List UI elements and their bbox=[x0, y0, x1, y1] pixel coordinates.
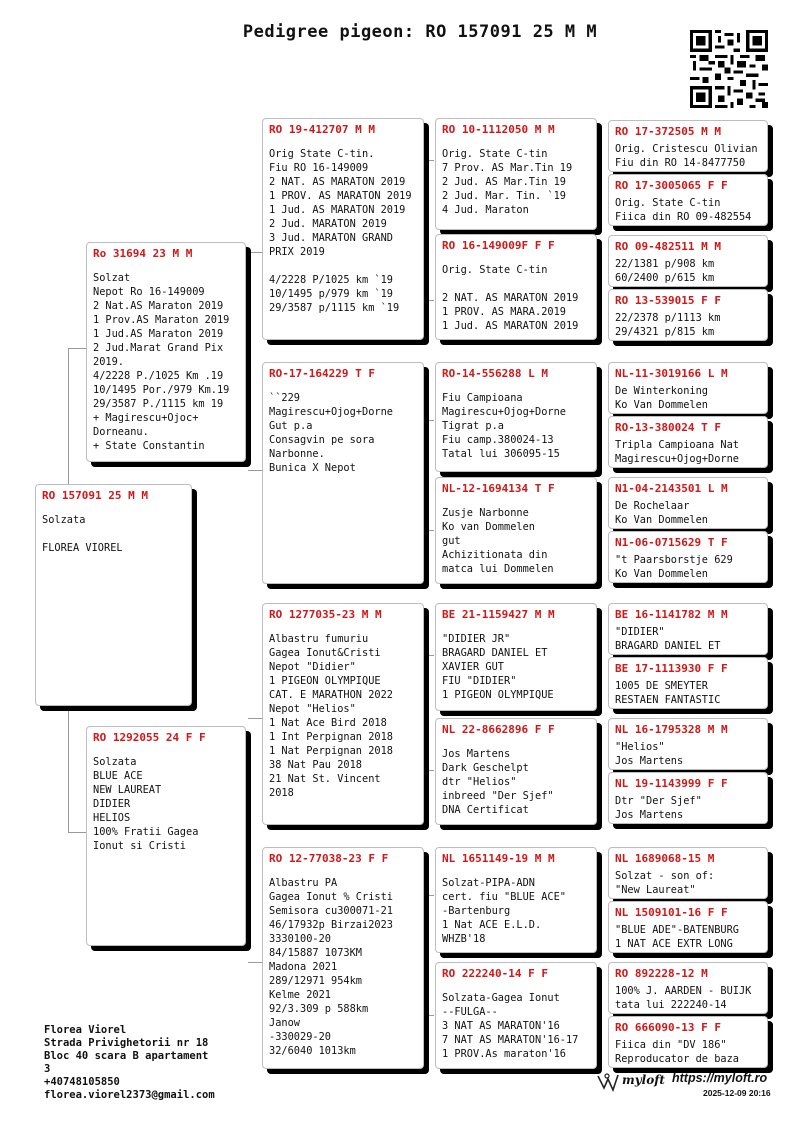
info-line: Nepot Ro 16-149009 bbox=[93, 286, 205, 298]
info-line: Orig. State C-tin bbox=[442, 148, 548, 160]
info-line: 10/1495 Por./979 Km.19 bbox=[93, 384, 230, 396]
ring-number: RO 17-3005065 F F bbox=[615, 179, 728, 192]
pigeon-card-great-grandparent[interactable] bbox=[435, 234, 597, 340]
info-line: Magirescu+Ojog+Dorne bbox=[615, 453, 739, 465]
info-line: Solzata-Gagea Ionut bbox=[442, 992, 560, 1004]
page-title: Pedigree pigeon: RO 157091 25 M M bbox=[242, 22, 598, 42]
ring-number: RO-13-380024 T F bbox=[615, 421, 721, 434]
owner-name: Florea Viorel bbox=[44, 1024, 127, 1036]
owner-address: Bloc 40 scara B apartament bbox=[44, 1050, 209, 1062]
pigeon-card-ancestor[interactable] bbox=[608, 603, 768, 655]
info-line: Jos Martens bbox=[615, 809, 684, 821]
info-line: 100% J. AARDEN - BUIJK bbox=[615, 985, 752, 997]
info-line: 3 NAT AS MARATON'16 bbox=[442, 1020, 560, 1032]
info-line: Tigrat p.a bbox=[442, 420, 504, 432]
info-line: 60/2400 p/615 km bbox=[615, 272, 715, 284]
pigeon-card-ancestor[interactable] bbox=[608, 772, 768, 824]
info-line: Gut p.a bbox=[269, 420, 313, 432]
info-line: 46/17932p Birzai2023 bbox=[269, 919, 393, 931]
ring-number: N1-06-0715629 T F bbox=[615, 536, 728, 549]
pigeon-card-subject[interactable] bbox=[35, 484, 192, 706]
info-line: Jos Martens bbox=[615, 755, 684, 767]
site-link[interactable]: https://myloft.ro bbox=[672, 1071, 768, 1085]
connector-line bbox=[426, 530, 434, 531]
connector-line bbox=[68, 348, 87, 349]
ring-number: NL 16-1795328 M M bbox=[615, 723, 728, 736]
pigeon-card-great-grandparent[interactable] bbox=[435, 118, 597, 230]
info-line: Fiica din "DV 186" bbox=[615, 1039, 727, 1051]
info-line: --FULGA-- bbox=[442, 1006, 498, 1018]
info-line: Fiu Campioana bbox=[442, 392, 523, 404]
info-line: Orig. State C-tin bbox=[442, 264, 548, 276]
info-line: Ko Van Dommelen bbox=[615, 514, 708, 526]
pigeon-card-great-grandparent[interactable] bbox=[435, 477, 597, 584]
info-line: -Bartenburg bbox=[442, 905, 511, 917]
info-line: BRAGARD DANIEL ET bbox=[615, 640, 721, 652]
info-line: Dorneanu. bbox=[93, 426, 149, 438]
pigeon-card-ancestor[interactable] bbox=[608, 235, 768, 287]
info-line: Solzata bbox=[42, 514, 86, 526]
info-line: 4 Jud. Maraton bbox=[442, 204, 529, 216]
ring-number: NL-11-3019166 L M bbox=[615, 367, 728, 380]
pigeon-card-great-grandparent[interactable] bbox=[435, 603, 597, 711]
info-line: 2 NAT. AS MARATON 2019 bbox=[442, 292, 579, 304]
connector-line bbox=[426, 160, 434, 161]
owner-address: 3 bbox=[44, 1063, 51, 1075]
info-line: 29/4321 p/815 km bbox=[615, 326, 715, 338]
pigeon-card-ancestor[interactable] bbox=[608, 962, 768, 1014]
info-line: "BLUE ADE"-BATENBURG bbox=[615, 924, 739, 936]
info-line: matca lui Dommelen bbox=[442, 563, 554, 575]
owner-contact bbox=[44, 1024, 215, 1102]
ring-number: RO 892228-12 M bbox=[615, 967, 708, 980]
info-line: Semisora cu300071-21 bbox=[269, 905, 393, 917]
info-line: 1 Jud.AS Maraton 2019 bbox=[93, 328, 224, 340]
info-line: Magirescu+Ojog+Dorne bbox=[269, 406, 393, 418]
brand-name: myloft bbox=[622, 1073, 665, 1087]
ring-number: RO-17-164229 T F bbox=[269, 367, 375, 380]
info-line: "Helios" bbox=[615, 741, 665, 753]
pigeon-card-ancestor[interactable] bbox=[608, 847, 768, 899]
ring-number: RO 10-1112050 M M bbox=[442, 123, 555, 136]
info-line: 29/3587 p/1115 km `19 bbox=[269, 302, 400, 314]
ring-number: RO 09-482511 M M bbox=[615, 240, 721, 253]
info-line: De Winterkoning bbox=[615, 385, 708, 397]
info-line: 1 Jud. AS MARATON 2019 bbox=[442, 320, 579, 332]
pigeon-card-great-grandparent[interactable] bbox=[435, 718, 597, 825]
print-date: 2025-12-09 20:16 bbox=[703, 1088, 771, 1098]
info-line: BRAGARD DANIEL ET bbox=[442, 647, 548, 659]
connector-line bbox=[68, 832, 87, 833]
pigeon-card-ancestor[interactable] bbox=[608, 718, 768, 770]
info-line: PRIX 2019 bbox=[269, 246, 325, 258]
info-line: Fiica din RO 09-482554 bbox=[615, 211, 752, 223]
info-line: inbreed "Der Sjef" bbox=[442, 790, 554, 802]
info-line: 3330100-20 bbox=[269, 933, 331, 945]
info-line: Tatal lui 306095-15 bbox=[442, 448, 560, 460]
info-line: FLOREA VIOREL bbox=[42, 542, 123, 554]
pigeon-card-great-grandparent[interactable] bbox=[435, 362, 597, 472]
info-line: 1005 DE SMEYTER bbox=[615, 680, 708, 692]
info-line: 92/3.309 p 588km bbox=[269, 1003, 369, 1015]
info-line: 10/1495 p/979 km `19 bbox=[269, 288, 393, 300]
info-line: Solzata bbox=[93, 756, 137, 768]
info-line: Gagea Ionut % Cristi bbox=[269, 891, 393, 903]
info-line: Fiu din RO 14-8477750 bbox=[615, 157, 746, 169]
info-line: 1 PIGEON OLYMPIQUE bbox=[442, 689, 554, 701]
connector-line bbox=[426, 1015, 434, 1016]
pigeon-card-ancestor[interactable] bbox=[608, 416, 768, 468]
info-line: 1 PIGEON OLYMPIQUE bbox=[269, 675, 381, 687]
info-line: DIDIER bbox=[93, 798, 131, 810]
info-line: Bunica X Nepot bbox=[269, 462, 356, 474]
info-line: Nepot "Didier" bbox=[269, 661, 356, 673]
info-line: Nepot "Helios" bbox=[269, 703, 356, 715]
pigeon-card-grandparent[interactable] bbox=[262, 362, 424, 584]
ring-number: RO 13-539015 F F bbox=[615, 294, 721, 307]
ring-number: NL 1509101-16 F F bbox=[615, 906, 728, 919]
connector-line bbox=[426, 895, 434, 896]
info-line: Reproducator de baza bbox=[615, 1053, 739, 1065]
info-line: tata lui 222240-14 bbox=[615, 999, 727, 1011]
pigeon-card-dam[interactable] bbox=[86, 726, 246, 946]
info-line: RESTAEN FANTASTIC bbox=[615, 694, 721, 706]
ring-number: NL 19-1143999 F F bbox=[615, 777, 728, 790]
pigeon-card-ancestor[interactable] bbox=[608, 477, 768, 529]
ring-number: N1-04-2143501 L M bbox=[615, 482, 728, 495]
connector-line bbox=[248, 252, 262, 253]
info-line: Solzat-PIPA-ADN bbox=[442, 877, 535, 889]
info-line: Orig. Cristescu Olivian bbox=[615, 143, 758, 155]
info-line: 1 PROV.As maraton'16 bbox=[442, 1048, 566, 1060]
info-line: Ionut si Cristi bbox=[93, 840, 186, 852]
info-line: Dtr "Der Sjef" bbox=[615, 795, 702, 807]
connector-line bbox=[426, 770, 434, 771]
info-line: Ko Van Dommelen bbox=[615, 568, 708, 580]
ring-number: RO-14-556288 L M bbox=[442, 367, 548, 380]
info-line: 4/2228 P./1025 Km .19 bbox=[93, 370, 224, 382]
info-line: 7 Prov. AS Mar.Tin 19 bbox=[442, 162, 573, 174]
info-line: 3 Jud. MARATON GRAND bbox=[269, 232, 393, 244]
info-line: 2 Nat.AS Maraton 2019 bbox=[93, 300, 224, 312]
owner-email: florea.viorel2373@gmail.com bbox=[44, 1089, 215, 1101]
info-line: + Magirescu+Ojoc+ bbox=[93, 412, 199, 424]
info-line: Jos Martens bbox=[442, 748, 511, 760]
info-line: Ko Van Dommelen bbox=[615, 399, 708, 411]
pigeon-card-ancestor[interactable] bbox=[608, 289, 768, 341]
info-line: 2019. bbox=[93, 356, 124, 368]
info-line: Ko van Dommelen bbox=[442, 521, 535, 533]
info-line: Fiu camp.380024-13 bbox=[442, 434, 554, 446]
info-line: gut bbox=[442, 535, 461, 547]
info-line: 1 Nat Perpignan 2018 bbox=[269, 745, 393, 757]
info-line: FIU "DIDIER" bbox=[442, 675, 517, 687]
info-line: 84/15887 1073KM bbox=[269, 947, 362, 959]
info-line: Tripla Campioana Nat bbox=[615, 439, 739, 451]
info-line: XAVIER GUT bbox=[442, 661, 504, 673]
ring-number: RO 157091 25 M M bbox=[42, 489, 148, 502]
info-line: 100% Fratii Gagea bbox=[93, 826, 199, 838]
info-line: BLUE ACE bbox=[93, 770, 143, 782]
info-line: De Rochelaar bbox=[615, 500, 690, 512]
ring-number: BE 16-1141782 M M bbox=[615, 608, 728, 621]
info-line: 38 Nat Pau 2018 bbox=[269, 759, 362, 771]
pigeon-card-ancestor[interactable] bbox=[608, 174, 768, 226]
info-line: 4/2228 P/1025 km `19 bbox=[269, 274, 393, 286]
owner-address: Strada Privighetorii nr 18 bbox=[44, 1037, 209, 1049]
info-line: Orig. State C-tin bbox=[615, 197, 721, 209]
info-line: -330029-20 bbox=[269, 1031, 331, 1043]
ring-number: BE 21-1159427 M M bbox=[442, 608, 555, 621]
info-line: 2 Jud. MARATON 2019 bbox=[269, 218, 387, 230]
info-line: Kelme 2021 bbox=[269, 989, 331, 1001]
info-line: 1 Int Perpignan 2018 bbox=[269, 731, 393, 743]
info-line: Fiu RO 16-149009 bbox=[269, 162, 369, 174]
connector-line bbox=[426, 420, 434, 421]
pigeon-card-great-grandparent[interactable] bbox=[435, 962, 597, 1069]
info-line: Janow bbox=[269, 1017, 300, 1029]
connector-line bbox=[248, 718, 262, 719]
info-line: Madona 2021 bbox=[269, 961, 338, 973]
ring-number: NL 1651149-19 M M bbox=[442, 852, 555, 865]
info-line: 1 Nat Ace Bird 2018 bbox=[269, 717, 387, 729]
info-line: Gagea Ionut&Cristi bbox=[269, 647, 381, 659]
pigeon-card-grandparent[interactable] bbox=[262, 847, 424, 1069]
connector-line bbox=[248, 962, 262, 963]
info-line: 21 Nat St. Vincent bbox=[269, 773, 381, 785]
pigeon-card-ancestor[interactable] bbox=[608, 362, 768, 414]
connector-line bbox=[68, 705, 69, 833]
pigeon-card-grandparent[interactable] bbox=[262, 118, 424, 340]
info-line: 7 NAT AS MARATON'16-17 bbox=[442, 1034, 579, 1046]
pigeon-card-ancestor[interactable] bbox=[608, 120, 768, 172]
ring-number: RO 1277035-23 M M bbox=[269, 608, 382, 621]
ring-number: NL 22-8662896 F F bbox=[442, 723, 555, 736]
connector-line bbox=[248, 470, 262, 471]
ring-number: NL 1689068-15 M bbox=[615, 852, 715, 865]
info-line: 2 Jud.Marat Grand Pix bbox=[93, 342, 224, 354]
info-line: Magirescu+Ojog+Dorne bbox=[442, 406, 566, 418]
pigeon-card-ancestor[interactable] bbox=[608, 531, 768, 583]
info-line: 2 NAT. AS MARATON 2019 bbox=[269, 176, 406, 188]
pigeon-card-ancestor[interactable] bbox=[608, 901, 768, 953]
pigeon-card-ancestor[interactable] bbox=[608, 657, 768, 709]
info-line: 1 Jud. AS MARATON 2019 bbox=[269, 204, 406, 216]
info-line: Consagvin pe sora bbox=[269, 434, 375, 446]
info-line: 2 Jud. Mar. Tin. `19 bbox=[442, 190, 566, 202]
ring-number: RO 1292055 24 F F bbox=[93, 731, 206, 744]
info-line bbox=[442, 277, 594, 291]
info-line: Albastru fumuriu bbox=[269, 633, 369, 645]
info-line: dtr "Helios" bbox=[442, 776, 517, 788]
ring-number: RO 12-77038-23 F F bbox=[269, 852, 389, 865]
info-line: Orig State C-tin. bbox=[269, 148, 375, 160]
ring-number: RO 19-412707 M M bbox=[269, 123, 375, 136]
info-line: 1 Nat ACE E.L.D. bbox=[442, 919, 542, 931]
info-line: Zusje Narbonne bbox=[442, 507, 529, 519]
info-line: + State Constantin bbox=[93, 440, 205, 452]
pigeon-card-grandparent[interactable] bbox=[262, 603, 424, 825]
pigeon-card-ancestor[interactable] bbox=[608, 1016, 768, 1068]
pigeon-card-sire[interactable] bbox=[86, 242, 246, 462]
info-line: Solzat - son of: bbox=[615, 870, 715, 882]
connector-line bbox=[426, 655, 434, 656]
info-line: Achizitionata din bbox=[442, 549, 548, 561]
ring-number: Ro 31694 23 M M bbox=[93, 247, 193, 260]
info-line: "t Paarsborstje 629 bbox=[615, 554, 733, 566]
info-line: ``229 bbox=[269, 392, 300, 404]
ring-number: RO 222240-14 F F bbox=[442, 967, 548, 980]
info-line: Albastru PA bbox=[269, 877, 338, 889]
info-line: Narbonne. bbox=[269, 448, 325, 460]
info-line: HELIOS bbox=[93, 812, 131, 824]
info-line: 2 Jud. AS Mar.Tin 19 bbox=[442, 176, 566, 188]
info-line: DNA Certificat bbox=[442, 804, 529, 816]
info-line: 22/1381 p/908 km bbox=[615, 258, 715, 270]
info-line bbox=[269, 259, 421, 273]
owner-phone: +40748105850 bbox=[44, 1076, 120, 1088]
ring-number: RO 16-149009F F F bbox=[442, 239, 555, 252]
ring-number: NL-12-1694134 T F bbox=[442, 482, 555, 495]
info-line: 2018 bbox=[269, 787, 294, 799]
info-line: NEW LAUREAT bbox=[93, 784, 162, 796]
info-line: "DIDIER" bbox=[615, 626, 665, 638]
info-line: 32/6040 1013km bbox=[269, 1045, 356, 1057]
connector-line bbox=[68, 348, 69, 484]
ring-number: RO 666090-13 F F bbox=[615, 1021, 721, 1034]
connector-line bbox=[426, 300, 434, 301]
ring-number: BE 17-1113930 F F bbox=[615, 662, 728, 675]
info-line: 1 Prov.AS Maraton 2019 bbox=[93, 314, 230, 326]
pigeon-card-great-grandparent[interactable] bbox=[435, 847, 597, 953]
info-line: 22/2378 p/1113 km bbox=[615, 312, 721, 324]
qr-code bbox=[689, 30, 769, 108]
info-line: cert. fiu "BLUE ACE" bbox=[442, 891, 566, 903]
info-line bbox=[42, 527, 189, 541]
info-line: 1 NAT ACE EXTR LONG bbox=[615, 938, 733, 950]
info-line: 1 PROV. AS MARA.2019 bbox=[442, 306, 566, 318]
info-line: 29/3587 P./1115 km 19 bbox=[93, 398, 224, 410]
info-line: 289/12971 954km bbox=[269, 975, 362, 987]
info-line: 1 PROV. AS MARATON 2019 bbox=[269, 190, 412, 202]
info-line: WHZB'18 bbox=[442, 933, 486, 945]
info-line: Dark Geschelpt bbox=[442, 762, 529, 774]
ring-number: RO 17-372505 M M bbox=[615, 125, 721, 138]
info-line: CAT. E MARATHON 2022 bbox=[269, 689, 393, 701]
info-line: Solzat bbox=[93, 272, 131, 284]
info-line: "DIDIER JR" bbox=[442, 633, 511, 645]
info-line: "New Laureat" bbox=[615, 884, 696, 896]
